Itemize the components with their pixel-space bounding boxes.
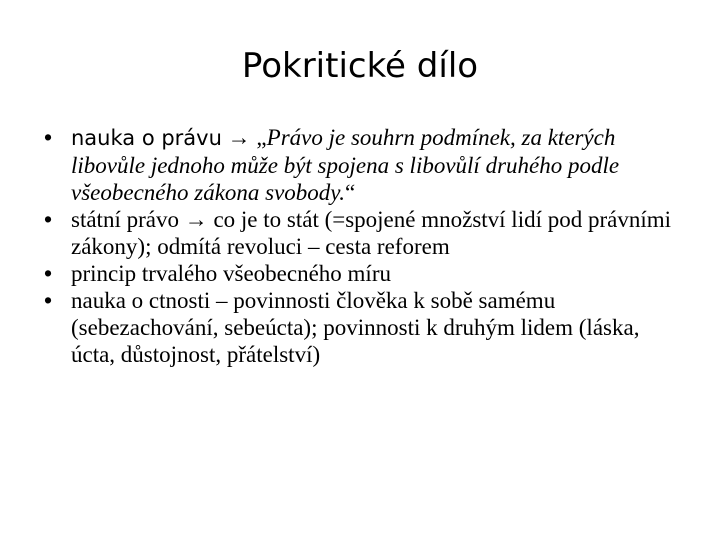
- bullet-item-1: [44, 124, 684, 206]
- kant-law-quote: Právo je souhrn podmínek, za kterých libovůle jednoho může být spojena s libovůlí druhého podle všeobecného zákona svobody.: [71, 125, 620, 205]
- bullet-marker: •: [44, 260, 53, 286]
- bullet-marker: •: [44, 124, 53, 150]
- quote-open-mark: „: [256, 125, 267, 150]
- bullet-list: [44, 124, 684, 368]
- bullet-item-3: [44, 260, 684, 287]
- bullet-lead-text: nauka o právu: [71, 126, 222, 150]
- bullet-item-2: [44, 206, 684, 260]
- bullet-arrow: →: [221, 125, 257, 150]
- bullet-text: princip trvalého všeobecného míru: [71, 261, 391, 286]
- bullet-text: nauka o ctnosti – povinnosti člověka k sobě samému (sebezachování, sebeúcta); povinnosti k druhým lidem (láska, úcta, důstojnost, přátelství): [71, 288, 640, 367]
- slide-title: Pokritické dílo: [241, 46, 479, 86]
- bullet-marker: •: [44, 206, 53, 232]
- bullet-item-4: [44, 287, 684, 368]
- quote-close-mark: “: [345, 180, 356, 205]
- bullet-text: státní právo → co je to stát (=spojené množství lidí pod právními zákony); odmítá revoluci – cesta reforem: [71, 207, 672, 259]
- bullet-marker: •: [44, 287, 53, 313]
